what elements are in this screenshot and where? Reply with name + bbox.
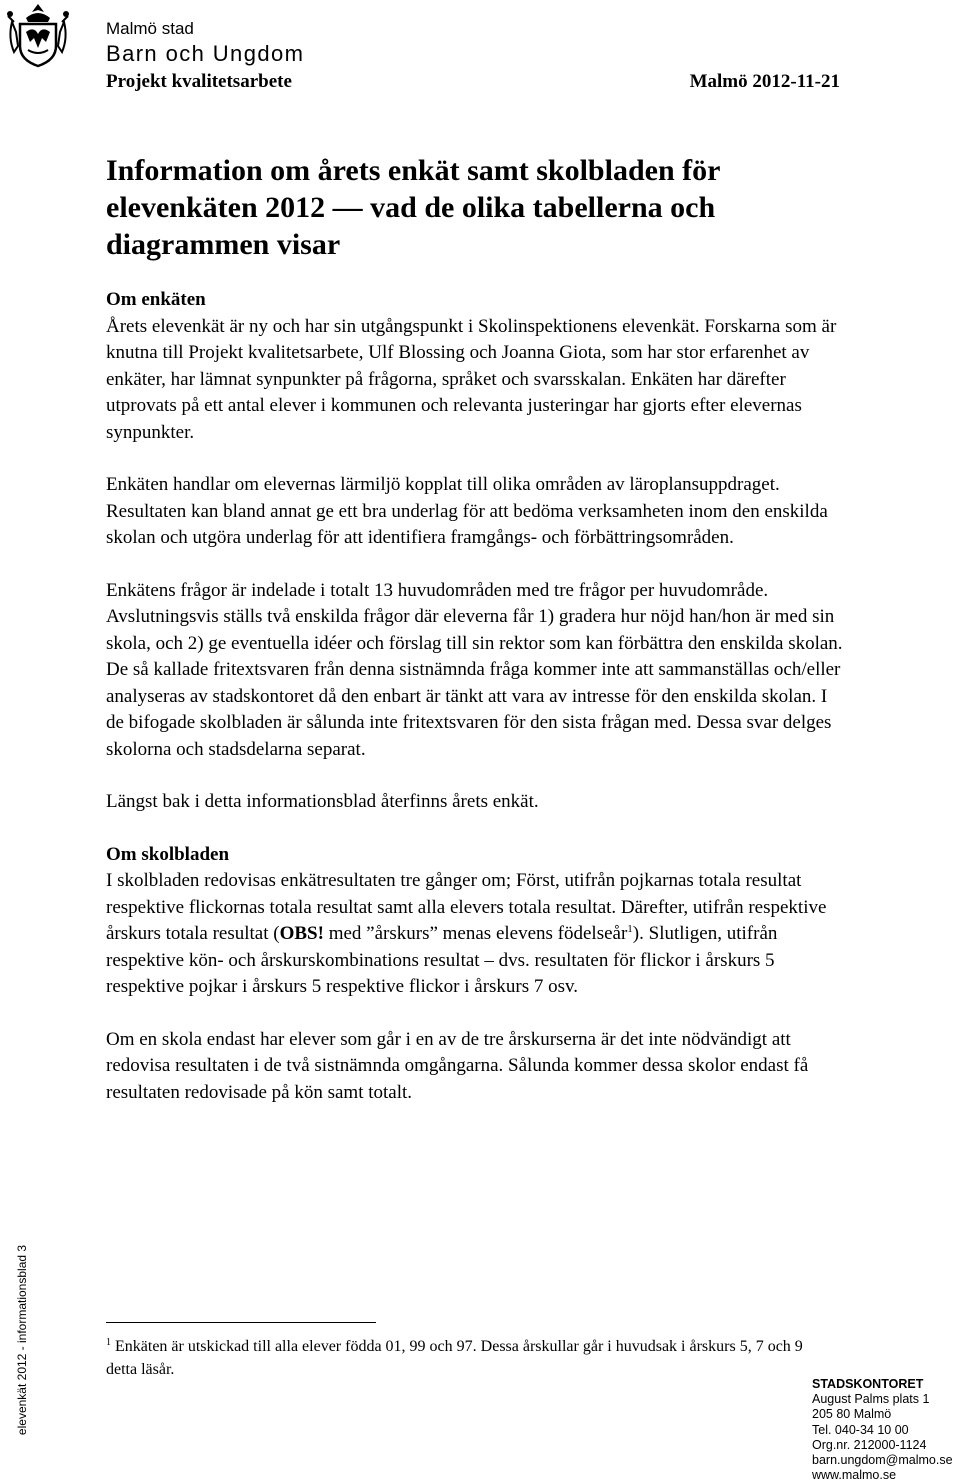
address-email[interactable]: barn.ungdom@malmo.se [812,1453,953,1468]
footnote-divider [106,1322,376,1323]
footnote-number: 1 [106,1337,111,1348]
address-phone: Tel. 040-34 10 00 [812,1422,909,1437]
address-block [812,1377,953,1483]
address-heading: STADSKONTORET [812,1377,924,1391]
project-name: Projekt kvalitetsarbete [106,71,292,92]
document-body [106,287,846,1106]
address-web[interactable]: www.malmo.se [812,1468,897,1483]
paragraph: Årets elevenkät är ny och har sin utgångspunkt i Skolinspektionens elevenkät. Forskarna som är knutna till Projekt kvalitetsarbete, Ulf Blossing och Joanna Giota, som har stor erfarenhet av enkäter, har lämnat synpunkter på frågorna, språket och svarsskalan. Enkäten har därefter utprovats på ett antal elever i kommunen och relevanta justeringar har gjorts efter elevernas synpunkter. [106,315,837,443]
organization-name: Malmö stad [106,19,194,38]
department-name: Barn och Ungdom [106,41,305,66]
paragraph: Enkätens frågor är indelade i totalt 13 huvudområden med tre frågor per huvudområde. Avslutningsvis ställs två enskilda frågor där eleverna får 1) gradera hur nöjd han/hon är med sin skola, och 2) ge eventuella idéer och förslag till sin rektor som kan förbättra den enskilda skolan. De så kallade fritextsvaren från denna sistnämnda fråga kommer inte att sammanställas och/eller analyseras av stadskontoret då den enbart är tänkt att vara av intresse för den enskilda skolan. I de bifogade skolbladen är sålunda inte fritextsvaren för den sista frågan med. Dessa svar delges skolorna och stadsdelarna separat. [106,579,843,760]
footnote-text: Enkäten är utskickad till alla elever födda 01, 99 och 97. Dessa årskullar går i huvudsak i årskurs 5, 7 och 9 detta läsår. [106,1338,803,1378]
address-postal: 205 80 Malmö [812,1407,892,1422]
section-heading-om-skolbladen: Om skolbladen [106,843,230,865]
footnote [106,1335,806,1381]
document-date: Malmö 2012-11-21 [689,71,840,92]
obs-emphasis: OBS! [279,923,324,944]
address-street: August Palms plats 1 [812,1392,930,1407]
paragraph: Om en skola endast har elever som går i en av de tre årskurserna är det inte nödvändigt att redovisa resultaten i de två sistnämnda omgångarna. Sålunda kommer dessa skolor endast få resultaten redovisade på kön samt totalt. [106,1028,809,1103]
footnote-reference[interactable]: 1 [627,923,633,935]
vertical-side-label: elevenkät 2012 - informationsblad 3 [15,1244,29,1436]
paragraph: I skolbladen redovisas enkätresultaten tre gånger om; Först, utifrån pojkarnas totala resultat respektive flickornas totala resultat samt alla elevers totala resultat. Därefter, utifrån respektive årskurs totala resultat (OBS! med ”årskurs” menas elevens födelseår$^1$). Slutligen, utifrån respektive kön- och årskurskombinations resultat – dvs. resultaten för flickor i årskurs 5 respektive pojkar i årskurs 5 respektive flickor i årskurs 7 osv. [106,870,827,997]
document-title: Information om årets enkät samt skolbladen för elevenkäten 2012 — vad de olika tabellerna och diagrammen visar [106,154,720,261]
paragraph: Längst bak i detta informationsblad återfinns årets enkät. [106,791,539,812]
section-heading-om-enkaten: Om enkäten [106,289,206,310]
paragraph: Enkäten handlar om elevernas lärmiljö kopplat till olika områden av läroplansuppdraget. Resultaten kan bland annat ge ett bra underlag för att bedöma verksamheten inom den enskilda skolan och utgöra underlag för att identifiera framgångs- och förbättringsområden. [106,474,828,548]
malmo-coat-of-arms-logo [4,2,72,68]
address-org-nr: Org.nr. 212000-1124 [812,1437,927,1452]
